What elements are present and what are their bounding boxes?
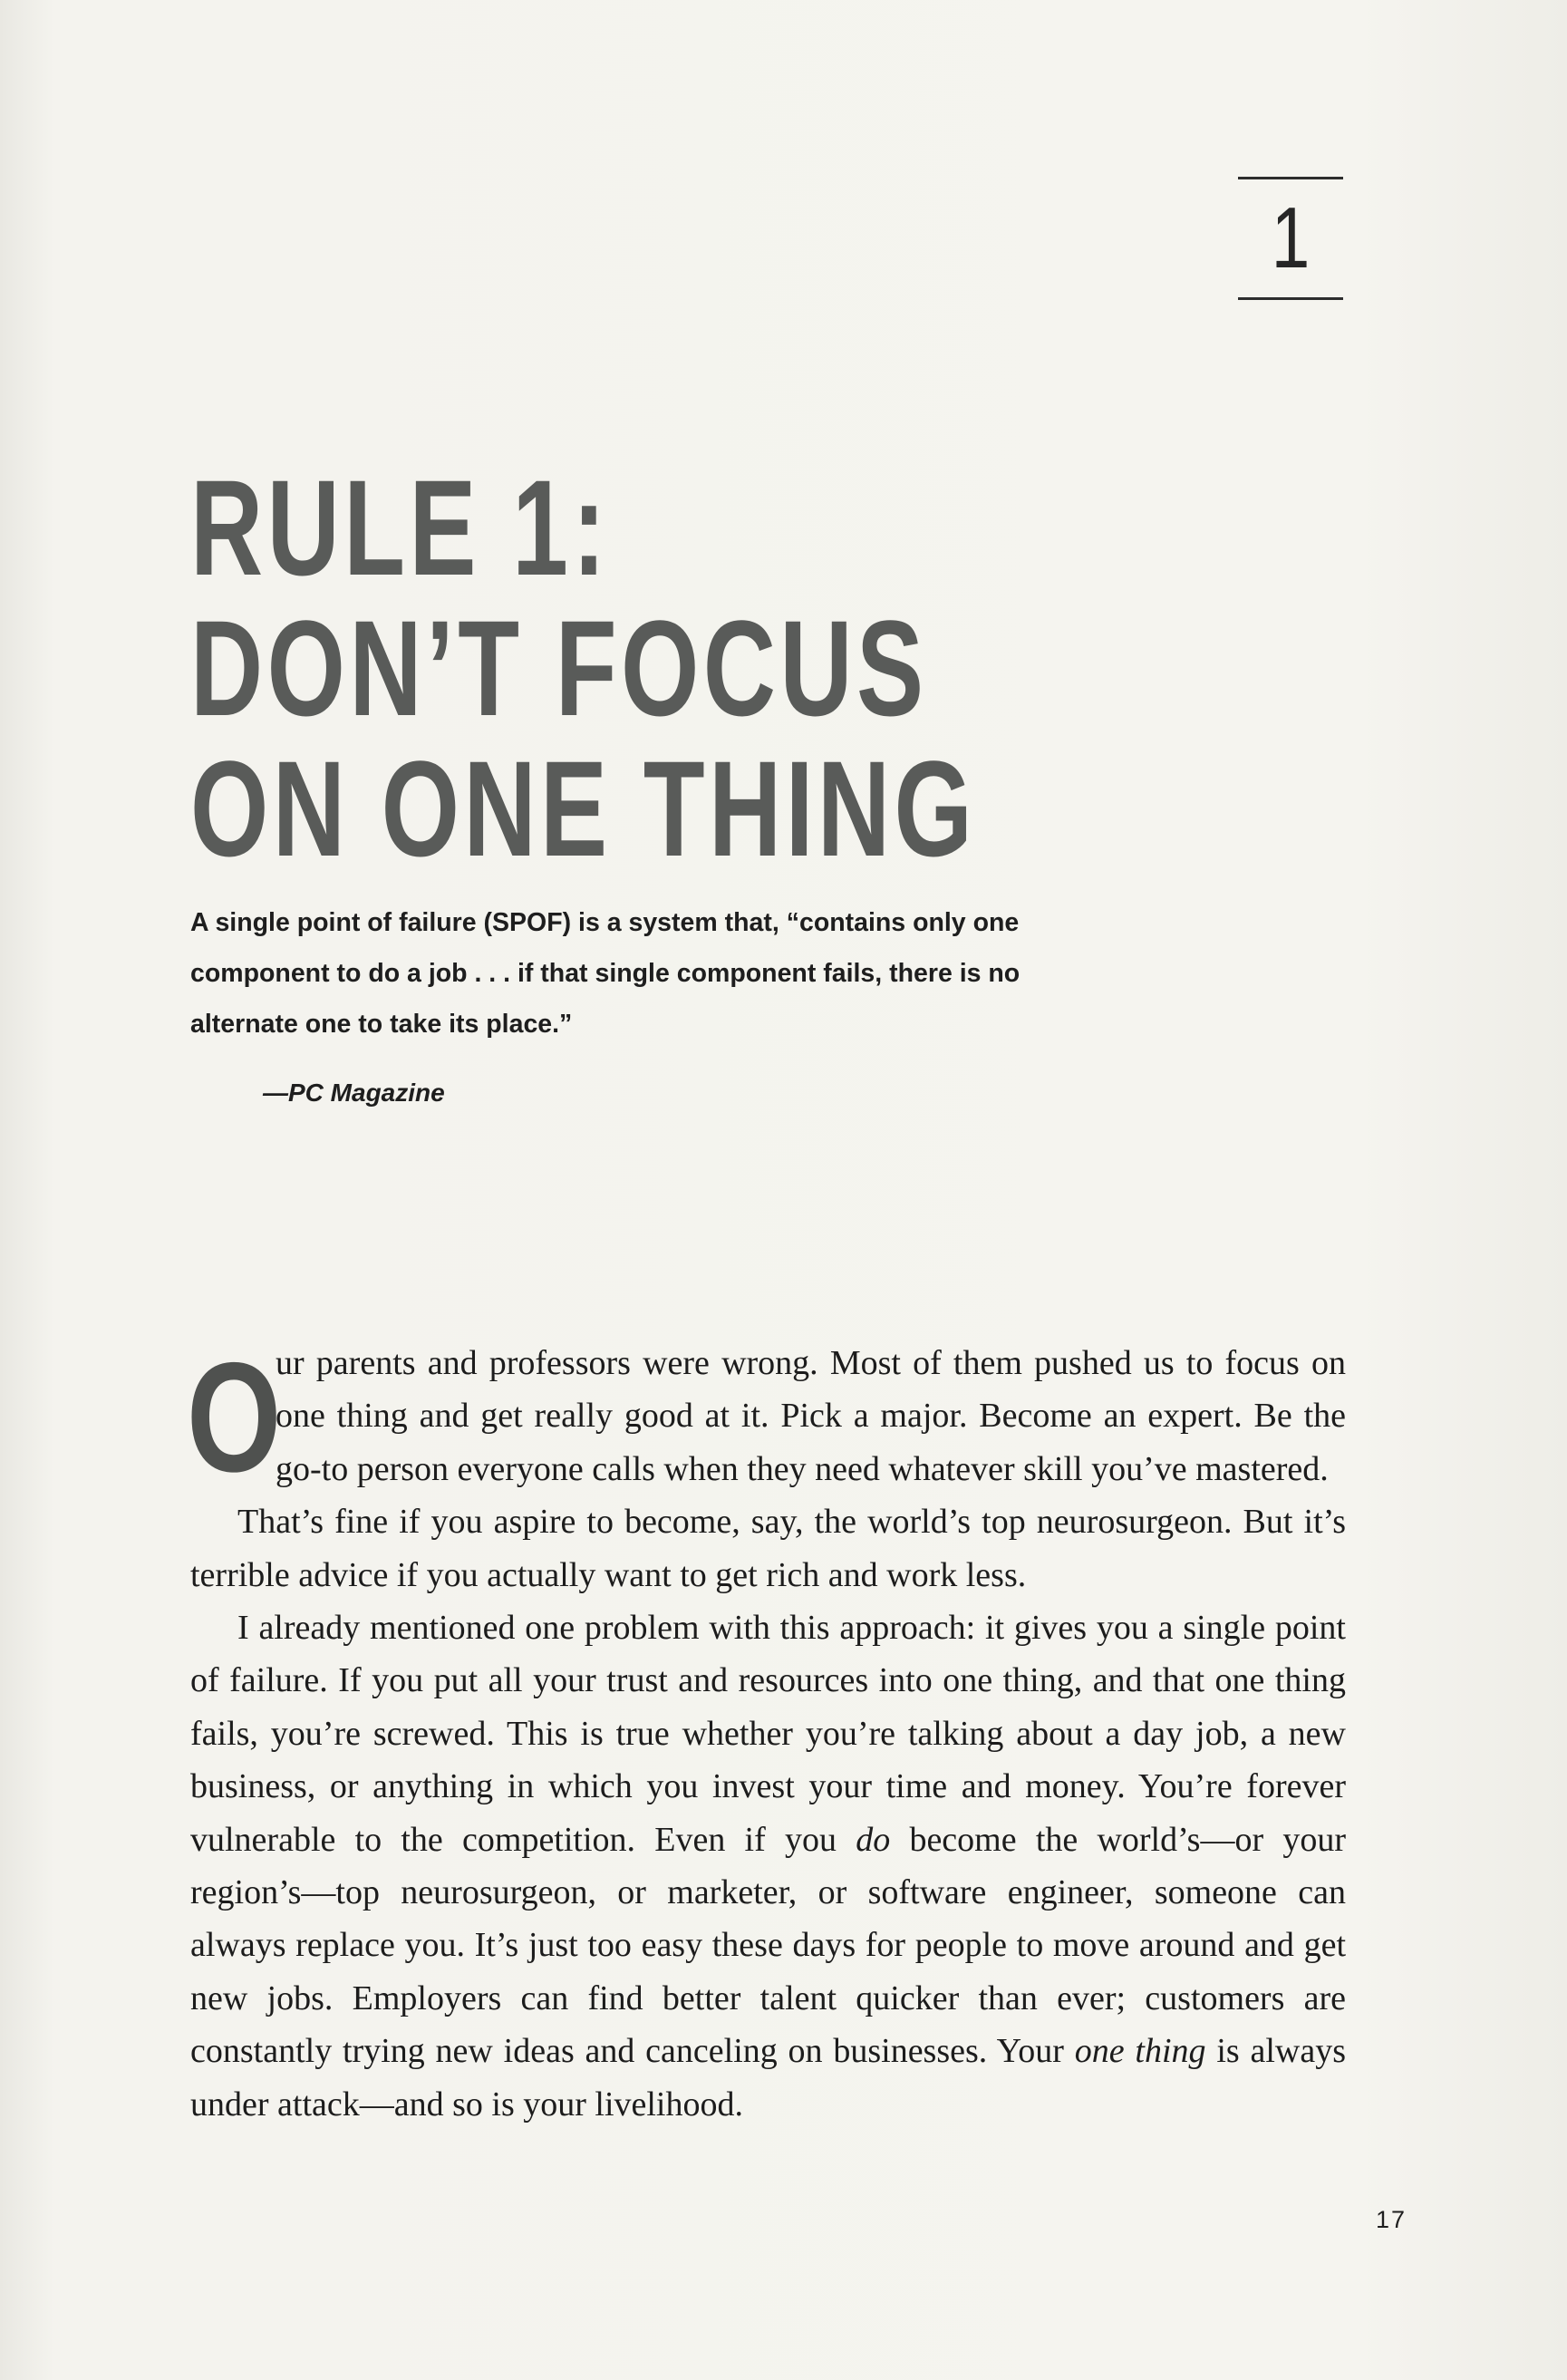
chapter-title-line-2: DON’T FOCUS: [190, 592, 928, 744]
chapter-title-line-3: ON ONE THING: [190, 732, 977, 885]
chapter-number: 1: [1271, 189, 1311, 286]
body-text: [187, 1330, 1346, 2131]
paragraph-3-emphasis-2: one thing: [1074, 2032, 1206, 2071]
paragraph-2: That’s fine if you aspire to become, say, the world’s top neurosurgeon. But it’s terrible advice if you actually want to get rich and work less.: [190, 1503, 1346, 1594]
paragraph-3-emphasis-1: do: [856, 1820, 891, 1859]
epigraph-quote: A single point of failure (SPOF) is a system that, “contains only one component to do a job . . . if that single component fails, there is no alternate one to take its place.”: [190, 908, 1020, 1039]
paragraph-1: [187, 1330, 1346, 1504]
chapter-title-line-1: RULE 1:: [190, 451, 610, 604]
chapter-title: [190, 451, 977, 885]
paragraph-3-text-c: is always under attack—and so is your livelihood.: [190, 2032, 1346, 2124]
paragraph-3: [190, 1601, 1346, 2131]
drop-cap: O: [187, 1330, 282, 1504]
chapter-rule-bottom: [1238, 297, 1343, 300]
page-number: 17: [1376, 2206, 1407, 2233]
paragraph-1-text: ur parents and professors were wrong. Most of them pushed us to focus on one thing and get really good at it. Pick a major. Become an expert. Be the go-to person everyone calls when they need whatever skill you’ve mastered.: [276, 1344, 1346, 1488]
epigraph-attribution: —PC Magazine: [263, 1079, 445, 1107]
paragraph-3-text-a: I already mentioned one problem with this approach: it gives you a single point of failure. If you put all your trust and resources into one thing, and that one thing fails, you’re screwed. This is true whether you’re talking about a day job, a new business, or anything in which you invest your time and money. You’re forever vulnerable to the competition. Even if you: [190, 1609, 1346, 1859]
paragraph-3-text-b: become the world’s—or your region’s—top neurosurgeon, or marketer, or software engineer, someone can always replace you. It’s just too easy these days for people to move around and get new jobs. Employers can find better talent quicker than ever; customers are constantly trying new ideas and canceling on businesses. Your: [190, 1820, 1346, 2071]
chapter-number-block: [1238, 177, 1343, 300]
